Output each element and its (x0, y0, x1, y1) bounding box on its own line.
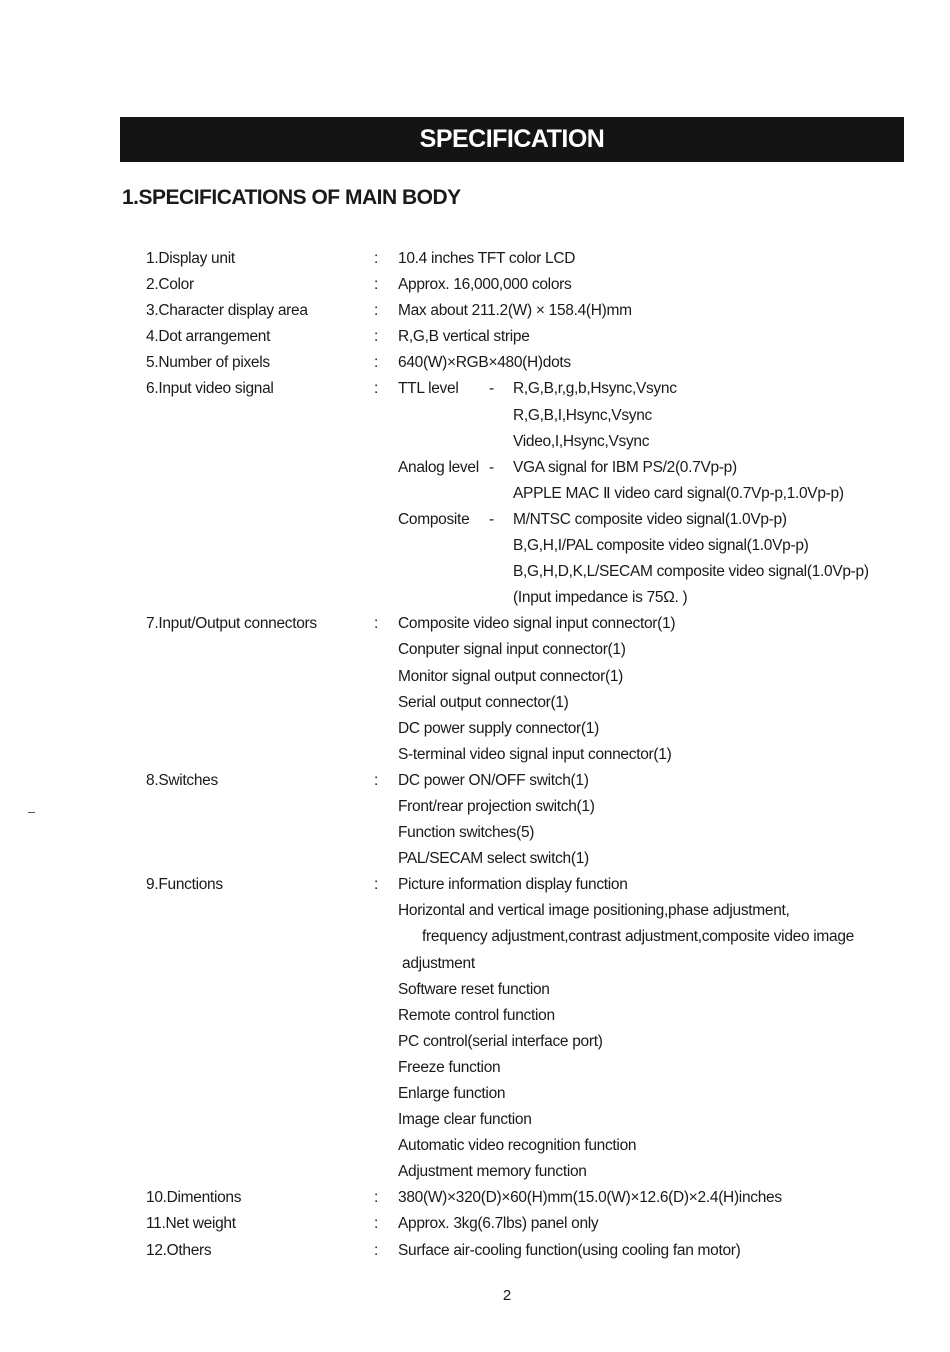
spec-row-continuation (0, 1029, 950, 1055)
spec-row-input-output-connectors (0, 611, 950, 637)
spec-value: Enlarge function (398, 1085, 506, 1102)
spec-value: Composite video signal input connector(1) (398, 615, 676, 633)
spec-row-functions (0, 872, 950, 898)
spec-label: 1.Display unit (146, 250, 235, 267)
spec-value: B,G,H,D,K,L/SECAM composite video signal(1.0Vp-p) (513, 563, 869, 581)
spec-row-continuation (0, 820, 950, 846)
page-number: 2 (502, 1287, 512, 1304)
spec-row-continuation (0, 924, 950, 950)
spec-label: 11.Net weight (146, 1215, 236, 1233)
spec-colon: : (374, 354, 379, 372)
spec-value: S-terminal video signal input connector(1) (398, 745, 672, 763)
spec-row-continuation (0, 898, 950, 924)
spec-value: Horizontal and vertical image positioning,phase adjustment, (398, 902, 790, 920)
spec-value: Serial output connector(1) (398, 693, 569, 711)
spec-value: R,G,B vertical stripe (398, 328, 530, 346)
spec-sublabel-composite: Composite (398, 510, 470, 528)
spec-row-continuation (0, 481, 950, 507)
spec-row-continuation (0, 429, 950, 455)
spec-row-continuation (0, 690, 950, 716)
spec-value: Monitor signal output connector(1) (398, 667, 624, 685)
spec-row-display-unit (0, 246, 950, 272)
spec-value: Remote control function (398, 1006, 555, 1024)
spec-colon: : (374, 1215, 379, 1233)
spec-colon: : (374, 276, 379, 294)
spec-value: VGA signal for IBM PS/2(0.7Vp-p) (513, 458, 737, 476)
spec-row-color (0, 272, 950, 298)
spec-sublabel-analog: Analog level (398, 458, 479, 476)
spec-row-continuation (0, 533, 950, 559)
spec-row-continuation (0, 455, 950, 481)
spec-list (0, 246, 950, 1264)
spec-value: Freeze function (398, 1058, 501, 1076)
spec-row-character-display-area (0, 298, 950, 324)
spec-value: Approx. 16,000,000 colors (398, 276, 572, 294)
spec-value: Software reset function (398, 980, 550, 998)
spec-value: Picture information display function (398, 876, 628, 894)
spec-value: Conputer signal input connector(1) (398, 641, 626, 659)
spec-label: 6.Input video signal (146, 380, 274, 398)
spec-row-continuation (0, 794, 950, 820)
spec-label: 5.Number of pixels (146, 354, 270, 372)
spec-row-others (0, 1238, 950, 1264)
spec-value: DC power supply connector(1) (398, 719, 599, 737)
spec-value: R,G,B,I,Hsync,Vsync (513, 406, 652, 424)
margin-mark (28, 812, 35, 813)
spec-row-continuation (0, 1133, 950, 1159)
spec-row-dimensions (0, 1185, 950, 1211)
spec-row-switches (0, 768, 950, 794)
spec-label: 7.Input/Output connectors (146, 615, 317, 633)
spec-sublabel-ttl: TTL level (398, 380, 459, 398)
spec-row-continuation (0, 951, 950, 977)
spec-value: Image clear function (398, 1111, 532, 1129)
spec-colon: : (374, 250, 379, 267)
spec-value: adjustment (402, 954, 475, 972)
spec-value: Approx. 3kg(6.7lbs) panel only (398, 1215, 599, 1233)
spec-colon: : (374, 1241, 379, 1259)
spec-row-continuation (0, 1107, 950, 1133)
spec-label: 8.Switches (146, 771, 218, 789)
spec-label: 12.Others (146, 1241, 212, 1259)
spec-row-dot-arrangement (0, 324, 950, 350)
spec-value: 10.4 inches TFT color LCD (398, 250, 576, 267)
section-title: 1.SPECIFICATIONS OF MAIN BODY (122, 186, 461, 209)
spec-colon: : (374, 615, 379, 633)
spec-label: 4.Dot arrangement (146, 328, 271, 346)
spec-row-continuation (0, 716, 950, 742)
spec-row-net-weight (0, 1211, 950, 1237)
spec-row-continuation (0, 1081, 950, 1107)
spec-row-continuation (0, 977, 950, 1003)
spec-value: Video,I,Hsync,Vsync (513, 432, 650, 450)
spec-dash: - (489, 380, 494, 398)
spec-value: PC control(serial interface port) (398, 1032, 603, 1050)
spec-value: 640(W)×RGB×480(H)dots (398, 354, 571, 372)
spec-value: Automatic video recognition function (398, 1137, 637, 1155)
spec-row-number-of-pixels (0, 350, 950, 376)
spec-value: frequency adjustment,contrast adjustment,composite video image (422, 928, 854, 946)
spec-row-continuation (0, 846, 950, 872)
spec-value: B,G,H,I/PAL composite video signal(1.0Vp-p) (513, 537, 809, 555)
spec-row-continuation (0, 637, 950, 663)
spec-row-continuation (0, 403, 950, 429)
spec-dash: - (489, 510, 494, 528)
banner-title: SPECIFICATION (419, 125, 605, 153)
spec-colon: : (374, 328, 379, 346)
spec-row-continuation (0, 559, 950, 585)
spec-label: 2.Color (146, 276, 194, 294)
spec-value: Front/rear projection switch(1) (398, 797, 595, 815)
spec-colon: : (374, 302, 379, 320)
spec-label: 9.Functions (146, 876, 223, 894)
spec-value: (Input impedance is 75Ω. ) (513, 589, 688, 607)
spec-row-continuation (0, 585, 950, 611)
spec-value: Max about 211.2(W) × 158.4(H)mm (398, 302, 632, 320)
spec-colon: : (374, 380, 379, 398)
spec-row-continuation (0, 1159, 950, 1185)
spec-row-continuation (0, 664, 950, 690)
spec-row-continuation (0, 742, 950, 768)
spec-value: M/NTSC composite video signal(1.0Vp-p) (513, 510, 787, 528)
spec-colon: : (374, 771, 379, 789)
spec-value: 380(W)×320(D)×60(H)mm(15.0(W)×12.6(D)×2.4(H)inches (398, 1189, 782, 1207)
spec-value: R,G,B,r,g,b,Hsync,Vsync (513, 380, 677, 398)
spec-value: Surface air-cooling function(using cooling fan motor) (398, 1241, 741, 1259)
spec-row-continuation (0, 1003, 950, 1029)
spec-value: APPLE MAC Ⅱ video card signal(0.7Vp-p,1.0Vp-p) (513, 484, 844, 502)
spec-value: Adjustment memory function (398, 1163, 587, 1181)
spec-value: PAL/SECAM select switch(1) (398, 850, 589, 868)
spec-label: 10.Dimentions (146, 1189, 242, 1207)
spec-row-continuation (0, 507, 950, 533)
spec-label: 3.Character display area (146, 302, 308, 320)
spec-dash: - (489, 458, 494, 476)
spec-colon: : (374, 876, 379, 894)
spec-colon: : (374, 1189, 379, 1207)
spec-row-continuation (0, 1055, 950, 1081)
spec-value: DC power ON/OFF switch(1) (398, 771, 589, 789)
spec-value: Function switches(5) (398, 824, 535, 842)
specification-banner (120, 117, 904, 162)
spec-row-input-video-signal (0, 376, 950, 402)
